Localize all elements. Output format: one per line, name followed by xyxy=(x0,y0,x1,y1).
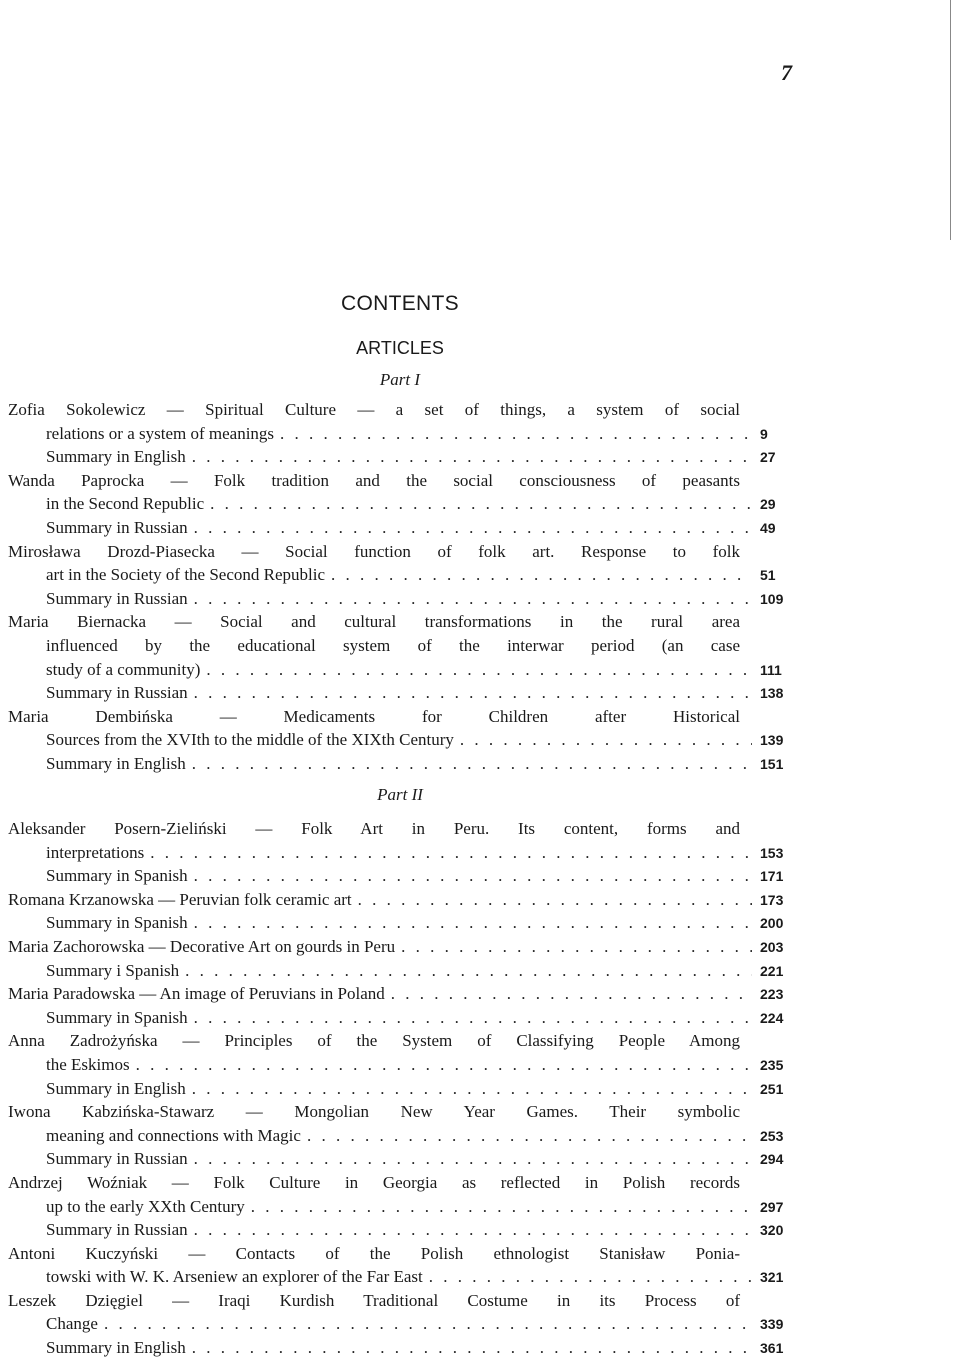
toc-line-text: Iwona Kabzińska-Stawarz — Mongolian New Year Games. Their symbolic xyxy=(8,1102,740,1122)
toc-line-text: Summary in Russian xyxy=(46,517,188,537)
dot-leader xyxy=(401,935,752,959)
toc-page-number: 221 xyxy=(760,962,784,979)
toc-page-number: 320 xyxy=(760,1222,784,1239)
toc-line xyxy=(8,516,800,540)
toc-page-number: 29 xyxy=(760,496,776,513)
dot-leader xyxy=(194,1147,752,1171)
toc-line xyxy=(8,1006,800,1030)
toc-line xyxy=(8,1265,800,1289)
toc-line xyxy=(8,1218,800,1242)
toc-page-number: 151 xyxy=(760,755,784,772)
dot-leader xyxy=(460,728,752,752)
toc-page-number: 224 xyxy=(760,1009,784,1026)
dot-leader xyxy=(391,982,752,1006)
toc-line xyxy=(8,1171,800,1195)
toc-line-text: Summary in English xyxy=(46,753,186,773)
toc-line-text: Summary in English xyxy=(46,1078,186,1098)
toc-line xyxy=(8,445,800,469)
toc-line-text: in the Second Republic xyxy=(46,494,205,514)
toc-page-number: 138 xyxy=(760,685,784,702)
toc-line xyxy=(8,982,800,1006)
dot-leader xyxy=(192,752,752,776)
toc-line xyxy=(8,728,800,752)
toc-line xyxy=(8,469,800,493)
toc-line-text: Zofia Sokolewicz — Spiritual Culture — a set of things, a system of social xyxy=(8,400,740,419)
toc-line-text: Antoni Kuczyński — Contacts of the Polish ethnologist Stanisław Ponia- xyxy=(8,1243,740,1263)
toc-line xyxy=(8,1336,800,1360)
toc-line-text: art in the Society of the Second Republic xyxy=(46,565,326,585)
toc-line-text: up to the early XXth Century xyxy=(46,1196,245,1216)
dot-leader xyxy=(280,422,752,446)
toc-line-text: Romana Krzanowska — Peruvian folk ceramic art xyxy=(8,889,352,909)
toc-page-number: 200 xyxy=(760,915,784,932)
toc-line-text: Andrzej Woźniak — Folk Culture in Georgia as reflected in Polish records xyxy=(8,1172,740,1192)
toc-line-text: relations or a system of meanings xyxy=(46,423,275,443)
toc-page-number: 223 xyxy=(760,986,784,1003)
toc-page-number: 294 xyxy=(760,1151,784,1168)
toc-line xyxy=(8,705,800,729)
toc-line xyxy=(8,634,800,658)
toc-page-number: 139 xyxy=(760,732,784,749)
toc-line xyxy=(8,1124,800,1148)
dot-leader xyxy=(150,841,752,865)
toc-part-2 xyxy=(8,817,800,1360)
toc-line-text: towski with W. K. Arseniew an explorer of the Far East xyxy=(46,1267,423,1287)
toc-line-text: interpretations xyxy=(46,842,145,862)
toc-line xyxy=(8,563,800,587)
part-1-heading: Part I xyxy=(379,370,421,389)
toc-line-text: Summary in Russian xyxy=(46,1149,188,1169)
toc-line xyxy=(8,752,800,776)
dot-leader xyxy=(307,1124,752,1148)
toc-page-number: 253 xyxy=(760,1127,784,1144)
toc-page-number: 27 xyxy=(760,449,776,466)
toc-line xyxy=(8,817,800,841)
toc-page-number: 109 xyxy=(760,590,784,607)
toc-line-text: Anna Zadrożyńska — Principles of the System of Classifying People Among xyxy=(8,1031,740,1051)
dot-leader xyxy=(331,563,752,587)
dot-leader xyxy=(194,911,752,935)
toc-page-number: 321 xyxy=(760,1269,784,1286)
dot-leader xyxy=(358,888,752,912)
toc-line xyxy=(8,587,800,611)
toc-line-text: Wanda Paprocka — Folk tradition and the social consciousness of peasants xyxy=(8,470,740,490)
dot-leader xyxy=(192,1336,752,1360)
toc-page-number: 251 xyxy=(760,1080,784,1097)
toc-line xyxy=(8,1195,800,1219)
toc-line xyxy=(8,1312,800,1336)
toc-page-number: 235 xyxy=(760,1056,784,1073)
toc-line-text: Summary in English xyxy=(46,447,186,467)
toc-line-text: the Eskimos xyxy=(46,1054,130,1074)
toc-line-text: Leszek Dzięgiel — Iraqi Kurdish Traditional Costume in its Process of xyxy=(8,1290,740,1310)
dot-leader xyxy=(104,1312,752,1336)
toc-line-text: Mirosława Drozd-Piasecka — Social function of folk art. Response to folk xyxy=(8,541,740,561)
toc-line-text: Maria Dembińska — Medicaments for Children after Historical xyxy=(8,706,740,726)
toc-line xyxy=(8,1029,800,1053)
toc-line-text: Summary in Russian xyxy=(46,683,188,703)
dot-leader xyxy=(192,1077,752,1101)
toc-line-text: Summary in Russian xyxy=(46,588,188,608)
dot-leader xyxy=(210,492,752,516)
toc-line xyxy=(8,610,800,634)
dot-leader xyxy=(194,587,752,611)
toc-line xyxy=(8,864,800,888)
toc-line xyxy=(8,492,800,516)
toc-line-text: Change xyxy=(46,1314,98,1334)
page-edge-line xyxy=(950,0,951,240)
toc-line-text: meaning and connections with Magic xyxy=(46,1125,301,1145)
toc-page-number: 173 xyxy=(760,891,784,908)
toc-page-number: 203 xyxy=(760,938,784,955)
toc-page-number: 9 xyxy=(760,425,768,442)
toc-line xyxy=(8,1077,800,1101)
dot-leader xyxy=(194,1006,752,1030)
toc-line xyxy=(8,398,800,422)
toc-part-1 xyxy=(8,398,800,776)
toc-line xyxy=(8,422,800,446)
dot-leader xyxy=(194,516,752,540)
toc-line xyxy=(8,1289,800,1313)
dot-leader xyxy=(136,1053,752,1077)
section-heading-articles: ARTICLES xyxy=(356,338,444,358)
toc-line xyxy=(8,935,800,959)
toc-page-number: 339 xyxy=(760,1316,784,1333)
toc-line xyxy=(8,841,800,865)
toc-line xyxy=(8,911,800,935)
toc-page-number: 297 xyxy=(760,1198,784,1215)
toc-line-text: Summary in English xyxy=(46,1338,186,1358)
toc-page-number: 153 xyxy=(760,844,784,861)
toc-page-number: 51 xyxy=(760,567,776,584)
toc-line xyxy=(8,658,800,682)
toc-line xyxy=(8,1147,800,1171)
dot-leader xyxy=(429,1265,752,1289)
toc-line xyxy=(8,1053,800,1077)
toc-line-text: Aleksander Posern-Zieliński — Folk Art in Peru. Its content, forms and xyxy=(8,819,740,838)
part-2-heading: Part II xyxy=(377,785,423,804)
toc-line xyxy=(8,540,800,564)
dot-leader xyxy=(251,1195,752,1219)
page-number: 7 xyxy=(781,60,792,85)
toc-line-text: Summary in Spanish xyxy=(46,913,188,933)
toc-line-text: study of a community) xyxy=(46,659,201,679)
toc-line xyxy=(8,888,800,912)
toc-line-text: Maria Zachorowska — Decorative Art on gourds in Peru xyxy=(8,936,396,956)
toc-line-text: Sources from the XVIth to the middle of the XIXth Century xyxy=(46,730,454,750)
dot-leader xyxy=(194,1218,752,1242)
toc-line-text: influenced by the educational system of the interwar period (an case xyxy=(46,635,740,655)
toc-page-number: 111 xyxy=(760,661,782,678)
toc-line xyxy=(8,959,800,983)
dot-leader xyxy=(194,681,752,705)
toc-line-text: Maria Paradowska — An image of Peruvians in Poland xyxy=(8,984,385,1004)
toc-line-text: Summary in Russian xyxy=(46,1220,188,1240)
toc-line xyxy=(8,681,800,705)
toc-line-text: Summary i Spanish xyxy=(46,960,180,980)
toc-page-number: 361 xyxy=(760,1340,784,1357)
toc-line xyxy=(8,1100,800,1124)
toc-page-number: 171 xyxy=(760,868,784,885)
toc-page-number: 49 xyxy=(760,519,776,536)
dot-leader xyxy=(206,658,752,682)
dot-leader xyxy=(192,445,752,469)
toc-line-text: Summary in Spanish xyxy=(46,866,188,886)
dot-leader xyxy=(185,959,752,983)
toc-line xyxy=(8,1242,800,1266)
toc-line-text: Maria Biernacka — Social and cultural transformations in the rural area xyxy=(8,612,740,632)
dot-leader xyxy=(194,864,752,888)
contents-title: CONTENTS xyxy=(341,292,459,315)
toc-line-text: Summary in Spanish xyxy=(46,1007,188,1027)
